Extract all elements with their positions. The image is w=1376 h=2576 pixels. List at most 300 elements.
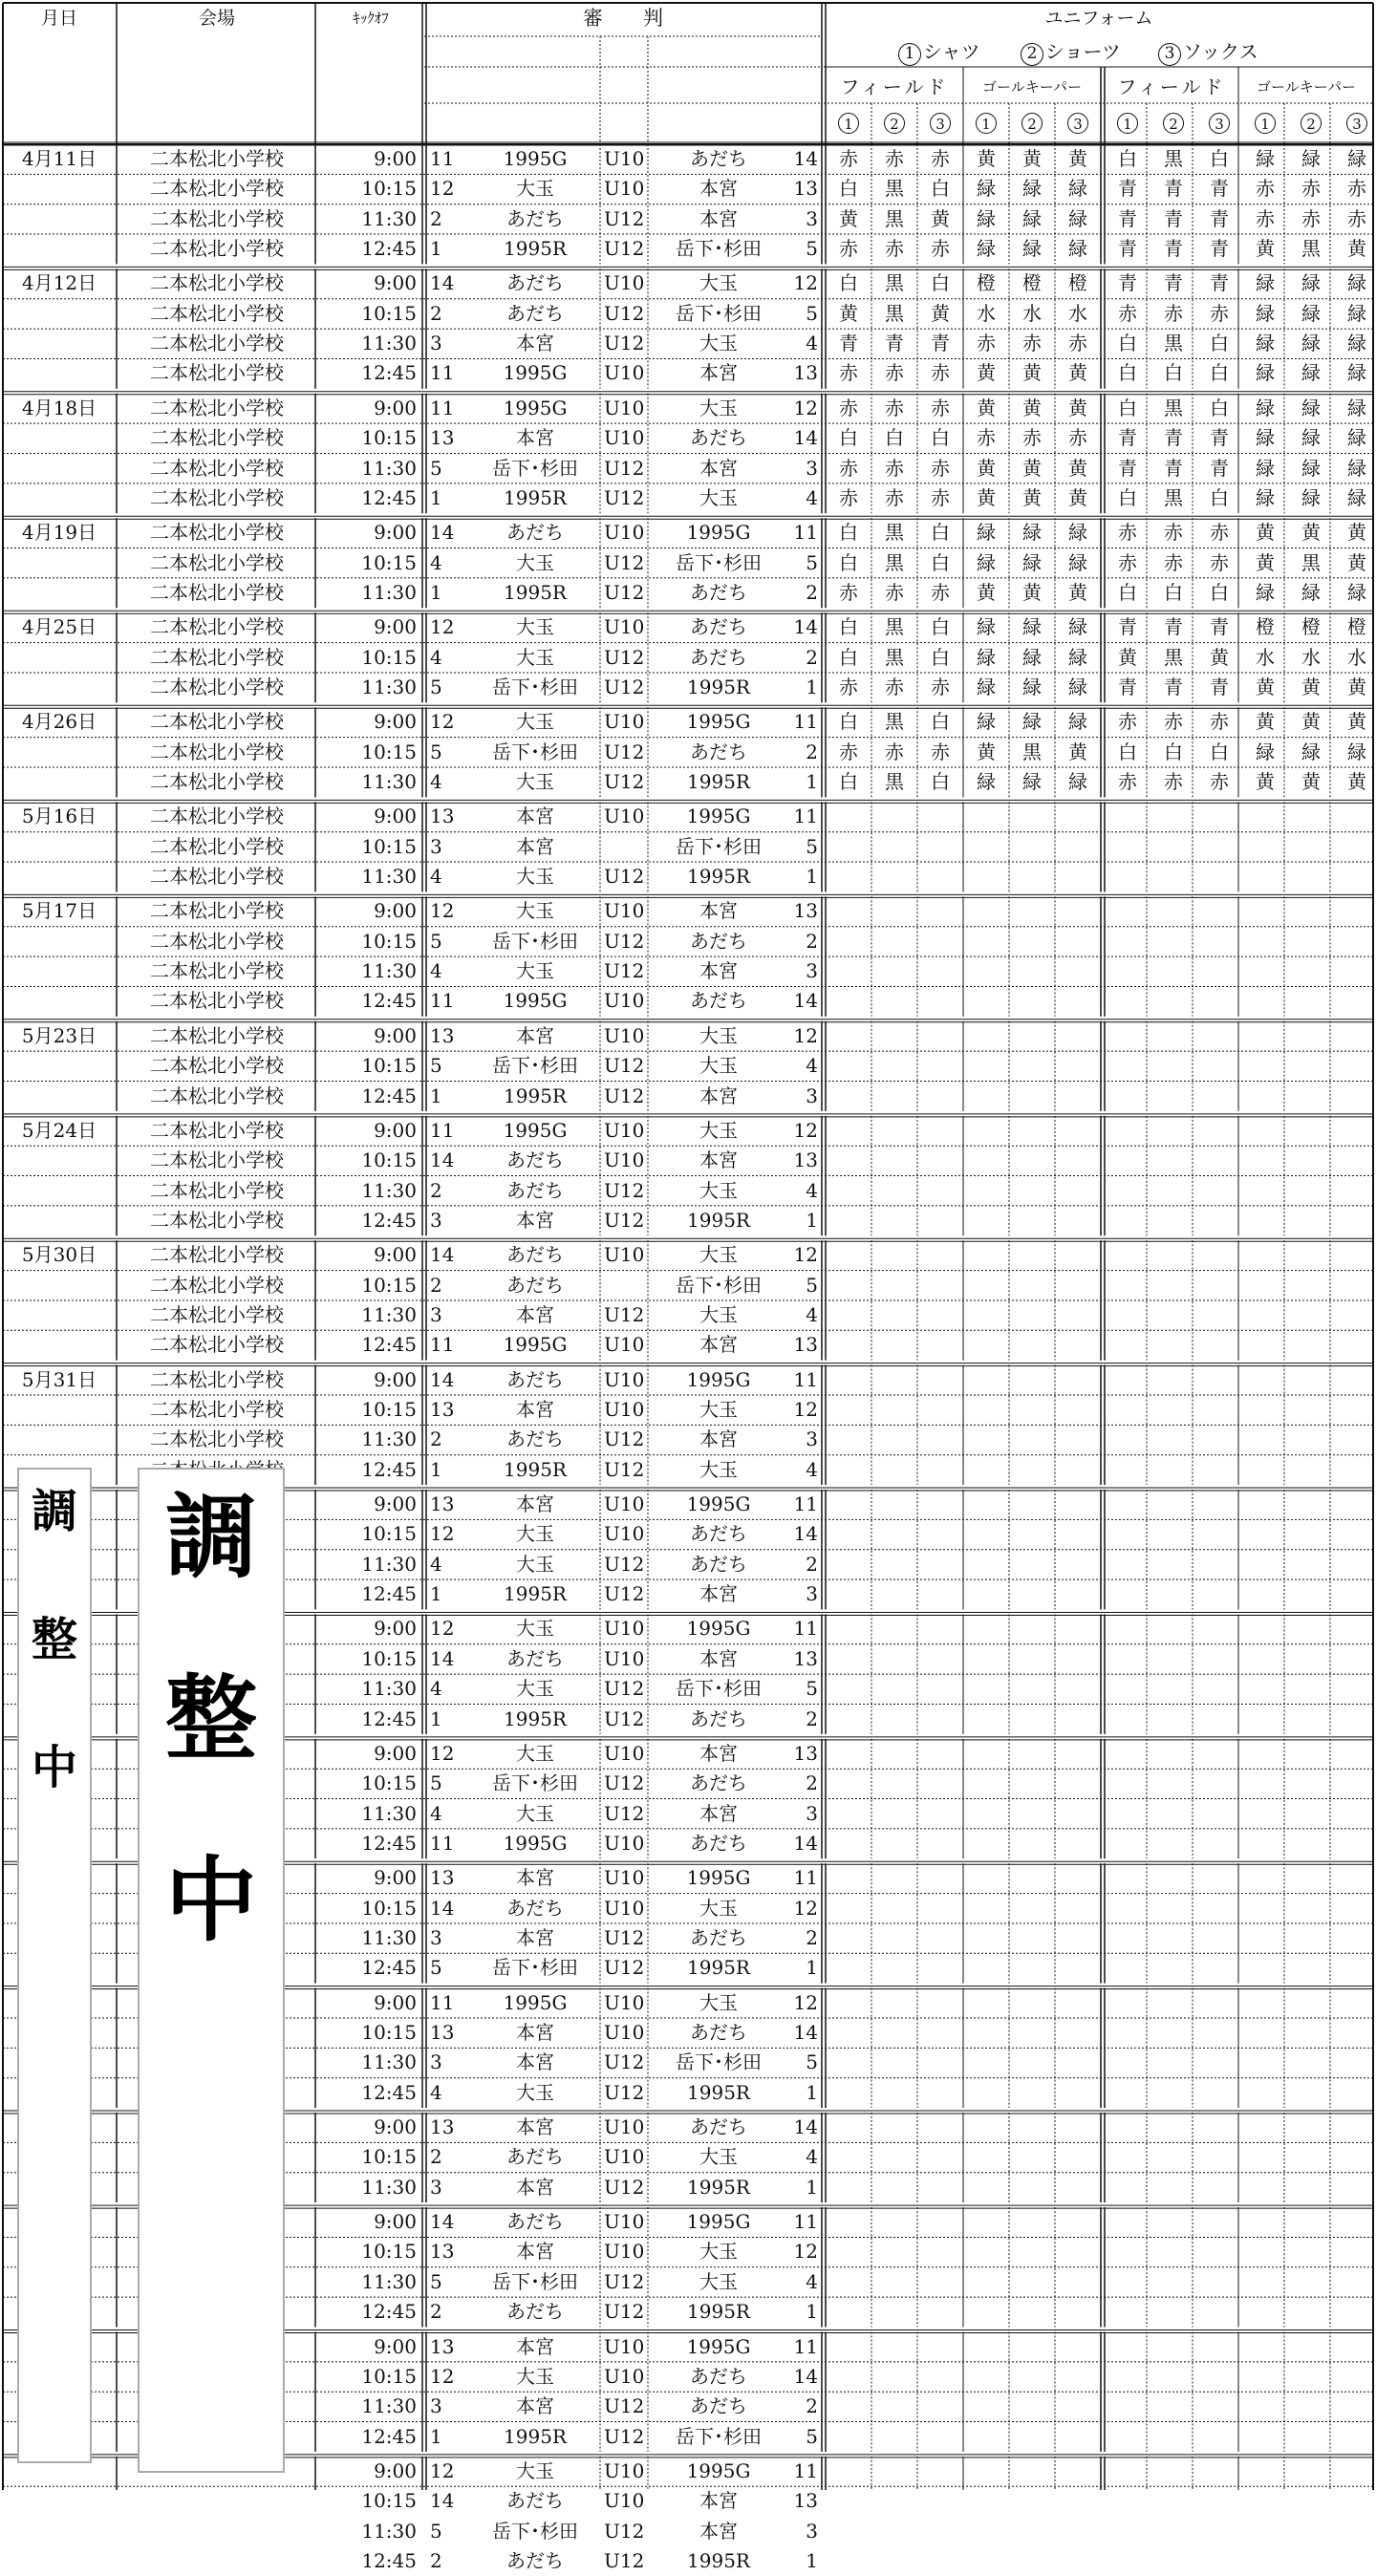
uniform-color: 黄: [1347, 237, 1366, 261]
away-team-number: 14: [793, 989, 818, 1013]
kickoff-time: 9:00: [374, 615, 417, 639]
uniform-color: 赤: [839, 361, 858, 385]
away-team: 本宮: [699, 959, 738, 983]
home-team-number: 5: [430, 456, 442, 480]
home-team: 大玉: [516, 2080, 554, 2104]
uniform-color: 白: [1210, 580, 1229, 604]
uniform-color: 白: [1118, 332, 1137, 355]
group-field: フィールド: [1117, 75, 1226, 98]
legend-label: ソックス: [1183, 40, 1258, 63]
uniform-color: 赤: [839, 147, 858, 170]
home-team: 大玉: [516, 865, 554, 889]
uniform-color: 緑: [1301, 147, 1321, 170]
home-team-number: 13: [430, 2240, 455, 2264]
away-team-number: 5: [806, 2050, 818, 2074]
uniform-color: 黄: [1256, 770, 1275, 793]
kickoff-time: 9:00: [374, 1367, 417, 1391]
away-team: あだち: [690, 1771, 747, 1795]
home-team-number: 3: [430, 1302, 442, 1326]
uniform-color: 緑: [1022, 521, 1042, 545]
away-team-number: 2: [806, 1552, 818, 1576]
away-team-number: 3: [806, 1084, 818, 1107]
home-team-number: 12: [430, 899, 455, 923]
uniform-color: 緑: [1301, 301, 1321, 325]
uniform-color: 黒: [885, 521, 904, 545]
uniform-color: 白: [839, 550, 858, 574]
away-team: 大玉: [699, 1118, 738, 1142]
uniform-number-header: [1297, 112, 1325, 135]
home-team: 1995G: [503, 396, 568, 419]
uniform-color: 赤: [839, 740, 858, 763]
uniform-color: 緑: [1256, 740, 1275, 763]
uniform-color: 黄: [1068, 147, 1087, 170]
uniform-color: 黄: [1022, 147, 1042, 170]
away-team: あだち: [690, 929, 747, 953]
home-team: 1995R: [504, 1707, 567, 1730]
uniform-color: 赤: [1301, 206, 1321, 230]
uniform-color: 白: [1210, 361, 1229, 385]
kickoff-time: 12:45: [361, 1956, 417, 1980]
home-team: 1995G: [503, 1990, 568, 2014]
uniform-color: 黒: [885, 770, 904, 793]
uniform-color: 赤: [931, 580, 950, 604]
kickoff-time: 11:30: [361, 1552, 417, 1576]
kickoff-time: 11:30: [361, 1302, 417, 1326]
home-team: 本宮: [516, 1023, 554, 1047]
home-team: 大玉: [516, 1522, 554, 1546]
home-team-number: 3: [430, 2175, 442, 2199]
away-team-number: 13: [793, 1148, 818, 1172]
category: U10: [604, 271, 645, 295]
category: U10: [604, 1831, 645, 1855]
category: U10: [604, 1896, 645, 1920]
uniform-color: 白: [931, 177, 950, 201]
away-team: 大玉: [699, 1023, 738, 1047]
away-team: 1995G: [686, 2458, 751, 2482]
uniform-color: 白: [931, 615, 950, 639]
uniform-color: 赤: [839, 675, 858, 698]
away-team-number: 11: [793, 1492, 818, 1516]
uniform-color: 赤: [839, 580, 858, 604]
uniform-color: 青: [1118, 237, 1137, 261]
uniform-color: 青: [1210, 237, 1229, 261]
kickoff-time: 11:30: [361, 1677, 417, 1701]
kickoff-time: 9:00: [374, 2210, 417, 2234]
home-team-number: 11: [430, 1118, 455, 1142]
kickoff-time: 12:45: [361, 1831, 417, 1855]
home-team: あだち: [506, 1646, 564, 1670]
away-team: 岳下･杉田: [676, 1273, 762, 1297]
uniform-color: 緑: [1068, 675, 1087, 698]
category: U12: [604, 1801, 645, 1825]
uniform-color: 緑: [1301, 426, 1321, 450]
home-team-number: 13: [430, 2021, 455, 2044]
adjusting-char: 整: [31, 1613, 77, 1666]
category: U12: [604, 456, 645, 480]
uniform-color: 緑: [1347, 456, 1366, 480]
home-team: あだち: [506, 2210, 564, 2234]
uniform-color: 赤: [885, 237, 904, 261]
home-team: 本宮: [516, 2240, 554, 2264]
home-team: 1995R: [504, 2424, 567, 2448]
away-team-number: 1: [806, 2300, 818, 2324]
circled-number: 1: [1117, 113, 1138, 134]
uniform-color: 黄: [1256, 550, 1275, 574]
uniform-color: 緑: [977, 645, 996, 669]
uniform-color: 赤: [1164, 550, 1183, 574]
home-team: 本宮: [516, 834, 554, 858]
uniform-color: 青: [839, 332, 858, 355]
kickoff-time: 10:15: [361, 1148, 417, 1172]
match-date: 4月11日: [21, 147, 97, 170]
home-team: 岳下･杉田: [492, 2269, 578, 2293]
home-team-number: 2: [430, 301, 442, 325]
kickoff-time: 11:30: [361, 1428, 417, 1451]
home-team: あだち: [506, 206, 564, 230]
uniform-color: 黄: [977, 361, 996, 385]
away-team-number: 2: [806, 929, 818, 953]
kickoff-time: 9:00: [374, 396, 417, 419]
away-team: あだち: [690, 426, 747, 450]
kickoff-time: 11:30: [361, 2175, 417, 2199]
away-team: あだち: [690, 740, 747, 763]
uniform-color: 黒: [1022, 740, 1042, 763]
home-team-number: 12: [430, 177, 455, 201]
uniform-color: 橙: [1022, 271, 1042, 295]
home-team-number: 14: [430, 2489, 455, 2513]
venue: 二本松北小学校: [150, 426, 284, 450]
uniform-color: 青: [1164, 206, 1183, 230]
away-team-number: 2: [806, 2394, 818, 2418]
away-team-number: 2: [806, 740, 818, 763]
away-team: 1995R: [687, 675, 750, 698]
uniform-color: 青: [1164, 177, 1183, 201]
home-team: 1995R: [504, 580, 567, 604]
away-team-number: 13: [793, 1741, 818, 1765]
home-team-number: 1: [430, 1084, 442, 1107]
circled-number: 3: [930, 113, 951, 134]
home-team: 本宮: [516, 2050, 554, 2074]
kickoff-time: 10:15: [361, 1398, 417, 1421]
away-team-number: 1: [806, 770, 818, 793]
home-team: 大玉: [516, 1801, 554, 1825]
home-team-number: 3: [430, 834, 442, 858]
category: U10: [604, 2458, 645, 2482]
category: U10: [604, 2115, 645, 2139]
uniform-color: 白: [931, 521, 950, 545]
kickoff-time: 9:00: [374, 1118, 417, 1142]
home-team: 大玉: [516, 1741, 554, 1765]
uniform-color: 白: [839, 645, 858, 669]
away-team: 本宮: [699, 1148, 738, 1172]
circled-number: 1: [838, 113, 859, 134]
uniform-number-header: [1205, 112, 1234, 135]
away-team: 大玉: [699, 396, 738, 419]
away-team: 大玉: [699, 1896, 738, 1920]
category: U10: [604, 2489, 645, 2513]
kickoff-time: 12:45: [361, 989, 417, 1013]
home-team-number: 12: [430, 1741, 455, 1765]
away-team: 1995G: [686, 710, 751, 734]
uniform-color: 黒: [885, 177, 904, 201]
home-team-number: 5: [430, 740, 442, 763]
category: U12: [604, 2394, 645, 2418]
uniform-color: 黄: [1022, 485, 1042, 509]
away-team-number: 12: [793, 1398, 818, 1421]
away-team-number: 5: [806, 1677, 818, 1701]
uniform-color: 青: [1118, 615, 1137, 639]
away-team: あだち: [690, 615, 747, 639]
uniform-color: 青: [1164, 675, 1183, 698]
home-team-number: 3: [430, 2050, 442, 2074]
uniform-color: 赤: [1118, 770, 1137, 793]
uniform-color: 白: [1118, 485, 1137, 509]
category: U12: [604, 770, 645, 793]
group-field: フィールド: [840, 75, 949, 98]
home-team: 大玉: [516, 710, 554, 734]
away-team-number: 12: [793, 1990, 818, 2014]
legend-number: 3: [1158, 43, 1181, 66]
uniform-color: 緑: [1068, 177, 1087, 201]
uniform-color: 赤: [1210, 550, 1229, 574]
away-team-number: 14: [793, 1831, 818, 1855]
kickoff-time: 12:45: [361, 1084, 417, 1107]
category: U12: [604, 675, 645, 698]
home-team: 1995G: [503, 1831, 568, 1855]
uniform-color: 白: [1210, 740, 1229, 763]
home-team-number: 13: [430, 1398, 455, 1421]
away-team-number: 11: [793, 2458, 818, 2482]
home-team-number: 12: [430, 2458, 455, 2482]
venue: 二本松北小学校: [150, 1273, 284, 1297]
kickoff-time: 9:00: [374, 1243, 417, 1267]
home-team: 本宮: [516, 1208, 554, 1232]
uniform-color: 緑: [1256, 396, 1275, 419]
away-team: 岳下･杉田: [676, 834, 762, 858]
home-team-number: 2: [430, 206, 442, 230]
uniform-color: 黄: [1256, 521, 1275, 545]
uniform-color: 青: [1164, 615, 1183, 639]
away-team: 大玉: [699, 2269, 738, 2293]
venue: 二本松北小学校: [150, 805, 284, 828]
home-team: あだち: [506, 1896, 564, 1920]
uniform-color: 緑: [1256, 271, 1275, 295]
home-team: 大玉: [516, 177, 554, 201]
category: U12: [604, 2300, 645, 2324]
uniform-color: 緑: [1068, 237, 1087, 261]
kickoff-time: 9:00: [374, 1741, 417, 1765]
home-team-number: 4: [430, 550, 442, 574]
uniform-color: 緑: [1022, 770, 1042, 793]
away-team-number: 14: [793, 426, 818, 450]
category: U10: [604, 1646, 645, 1670]
away-team: あだち: [690, 1552, 747, 1576]
away-team: 本宮: [699, 456, 738, 480]
uniform-color: 赤: [1118, 550, 1137, 574]
uniform-color: 黒: [885, 645, 904, 669]
away-team-number: 3: [806, 1428, 818, 1451]
uniform-color: 赤: [931, 485, 950, 509]
kickoff-time: 9:00: [374, 1023, 417, 1047]
uniform-color: 青: [1118, 271, 1137, 295]
uniform-color: 黄: [977, 456, 996, 480]
kickoff-time: 10:15: [361, 645, 417, 669]
category: U10: [604, 2364, 645, 2388]
home-team-number: 5: [430, 2269, 442, 2293]
category: U12: [604, 2269, 645, 2293]
adjusting-char: 整: [165, 1665, 257, 1772]
circled-number: 3: [1346, 113, 1367, 134]
uniform-color: 黄: [1068, 456, 1087, 480]
category: U10: [604, 426, 645, 450]
category: U10: [604, 1118, 645, 1142]
home-team-number: 1: [430, 2424, 442, 2448]
home-team-number: 4: [430, 645, 442, 669]
kickoff-time: 11:30: [361, 959, 417, 983]
kickoff-time: 11:30: [361, 1801, 417, 1825]
kickoff-time: 10:15: [361, 550, 417, 574]
venue: 二本松北小学校: [150, 710, 284, 734]
uniform-color: 緑: [1347, 361, 1366, 385]
uniform-color: 緑: [977, 675, 996, 698]
uniform-color: 白: [839, 177, 858, 201]
uniform-color: 青: [1210, 271, 1229, 295]
venue: 二本松北小学校: [150, 580, 284, 604]
uniform-color: 赤: [931, 396, 950, 419]
uniform-number-header: [972, 112, 1000, 135]
uniform-color: 赤: [1118, 301, 1137, 325]
home-team: 大玉: [516, 2458, 554, 2482]
away-team: 大玉: [699, 2145, 738, 2169]
uniform-color: 緑: [1022, 177, 1042, 201]
away-team: 本宮: [699, 1084, 738, 1107]
away-team-number: 11: [793, 2210, 818, 2234]
uniform-color: 緑: [977, 615, 996, 639]
uniform-color: 赤: [977, 332, 996, 355]
uniform-number-header: [1251, 112, 1279, 135]
home-team-number: 13: [430, 1492, 455, 1516]
uniform-color: 緑: [1347, 332, 1366, 355]
kickoff-time: 9:00: [374, 899, 417, 923]
uniform-color: 緑: [1022, 675, 1042, 698]
category: U12: [604, 1582, 645, 1606]
away-team: 岳下･杉田: [676, 301, 762, 325]
home-team-number: 14: [430, 1367, 455, 1391]
away-team-number: 4: [806, 2269, 818, 2293]
uniform-color: 白: [1164, 740, 1183, 763]
home-team: あだち: [506, 521, 564, 545]
kickoff-time: 10:15: [361, 1522, 417, 1546]
home-team: 大玉: [516, 615, 554, 639]
away-team: あだち: [690, 1522, 747, 1546]
away-team-number: 1: [806, 2080, 818, 2104]
home-team: 本宮: [516, 1302, 554, 1326]
kickoff-time: 11:30: [361, 2050, 417, 2074]
uniform-color: 赤: [1256, 177, 1275, 201]
kickoff-time: 9:00: [374, 1492, 417, 1516]
uniform-color: 緑: [1301, 396, 1321, 419]
away-team-number: 4: [806, 1457, 818, 1481]
home-team-number: 5: [430, 2519, 442, 2543]
home-team-number: 1: [430, 1457, 442, 1481]
away-team-number: 11: [793, 1367, 818, 1391]
uniform-color: 青: [1210, 456, 1229, 480]
home-team: あだち: [506, 2548, 564, 2572]
uniform-number-header: [880, 112, 909, 135]
home-team: あだち: [506, 1178, 564, 1202]
uniform-color: 緑: [1256, 426, 1275, 450]
away-team: 大玉: [699, 332, 738, 355]
venue: 二本松北小学校: [150, 456, 284, 480]
home-team-number: 14: [430, 521, 455, 545]
kickoff-time: 10:15: [361, 177, 417, 201]
home-team: 岳下･杉田: [492, 740, 578, 763]
category: U12: [604, 959, 645, 983]
category: U10: [604, 710, 645, 734]
header-uniform: ユニフォーム: [1044, 8, 1153, 29]
adjusting-char: 調: [165, 1484, 257, 1591]
uniform-color: 青: [1210, 206, 1229, 230]
category: U10: [604, 1398, 645, 1421]
uniform-color: 緑: [1022, 615, 1042, 639]
uniform-color: 白: [1164, 361, 1183, 385]
uniform-color: 白: [1210, 396, 1229, 419]
kickoff-time: 10:15: [361, 834, 417, 858]
away-team-number: 5: [806, 2424, 818, 2448]
header-venue: 会場: [198, 8, 235, 29]
uniform-color: 赤: [885, 456, 904, 480]
uniform-color: 緑: [1068, 521, 1087, 545]
uniform-color: 黄: [839, 206, 858, 230]
uniform-color: 赤: [1164, 770, 1183, 793]
venue: 二本松北小学校: [150, 834, 284, 858]
uniform-color: 赤: [1022, 332, 1042, 355]
home-team-number: 5: [430, 1956, 442, 1980]
away-team: 本宮: [699, 1582, 738, 1606]
home-team-number: 12: [430, 710, 455, 734]
venue: 二本松北小学校: [150, 177, 284, 201]
away-team-number: 4: [806, 485, 818, 509]
uniform-color: 白: [931, 271, 950, 295]
category: U10: [604, 1741, 645, 1765]
away-team-number: 14: [793, 2364, 818, 2388]
away-team: あだち: [690, 2021, 747, 2044]
away-team: 本宮: [699, 177, 738, 201]
uniform-color: 白: [885, 426, 904, 450]
kickoff-time: 10:15: [361, 1896, 417, 1920]
uniform-color: 黒: [1301, 237, 1321, 261]
away-team-number: 2: [806, 580, 818, 604]
match-date: 5月30日: [21, 1243, 97, 1267]
kickoff-time: 9:00: [374, 805, 417, 828]
uniform-color: 水: [1347, 645, 1366, 669]
away-team-number: 11: [793, 521, 818, 545]
uniform-color: 黄: [977, 580, 996, 604]
home-team: 1995G: [503, 147, 568, 170]
uniform-color: 赤: [885, 396, 904, 419]
match-date: 4月26日: [21, 710, 97, 734]
home-team: 1995R: [504, 1084, 567, 1107]
away-team-number: 3: [806, 959, 818, 983]
kickoff-time: 12:45: [361, 1707, 417, 1730]
venue: 二本松北小学校: [150, 1084, 284, 1107]
away-team: 岳下･杉田: [676, 1677, 762, 1701]
kickoff-time: 10:15: [361, 2021, 417, 2044]
away-team-number: 5: [806, 237, 818, 261]
uniform-color: 白: [1118, 740, 1137, 763]
uniform-color: 赤: [1301, 177, 1321, 201]
uniform-color: 緑: [1256, 147, 1275, 170]
